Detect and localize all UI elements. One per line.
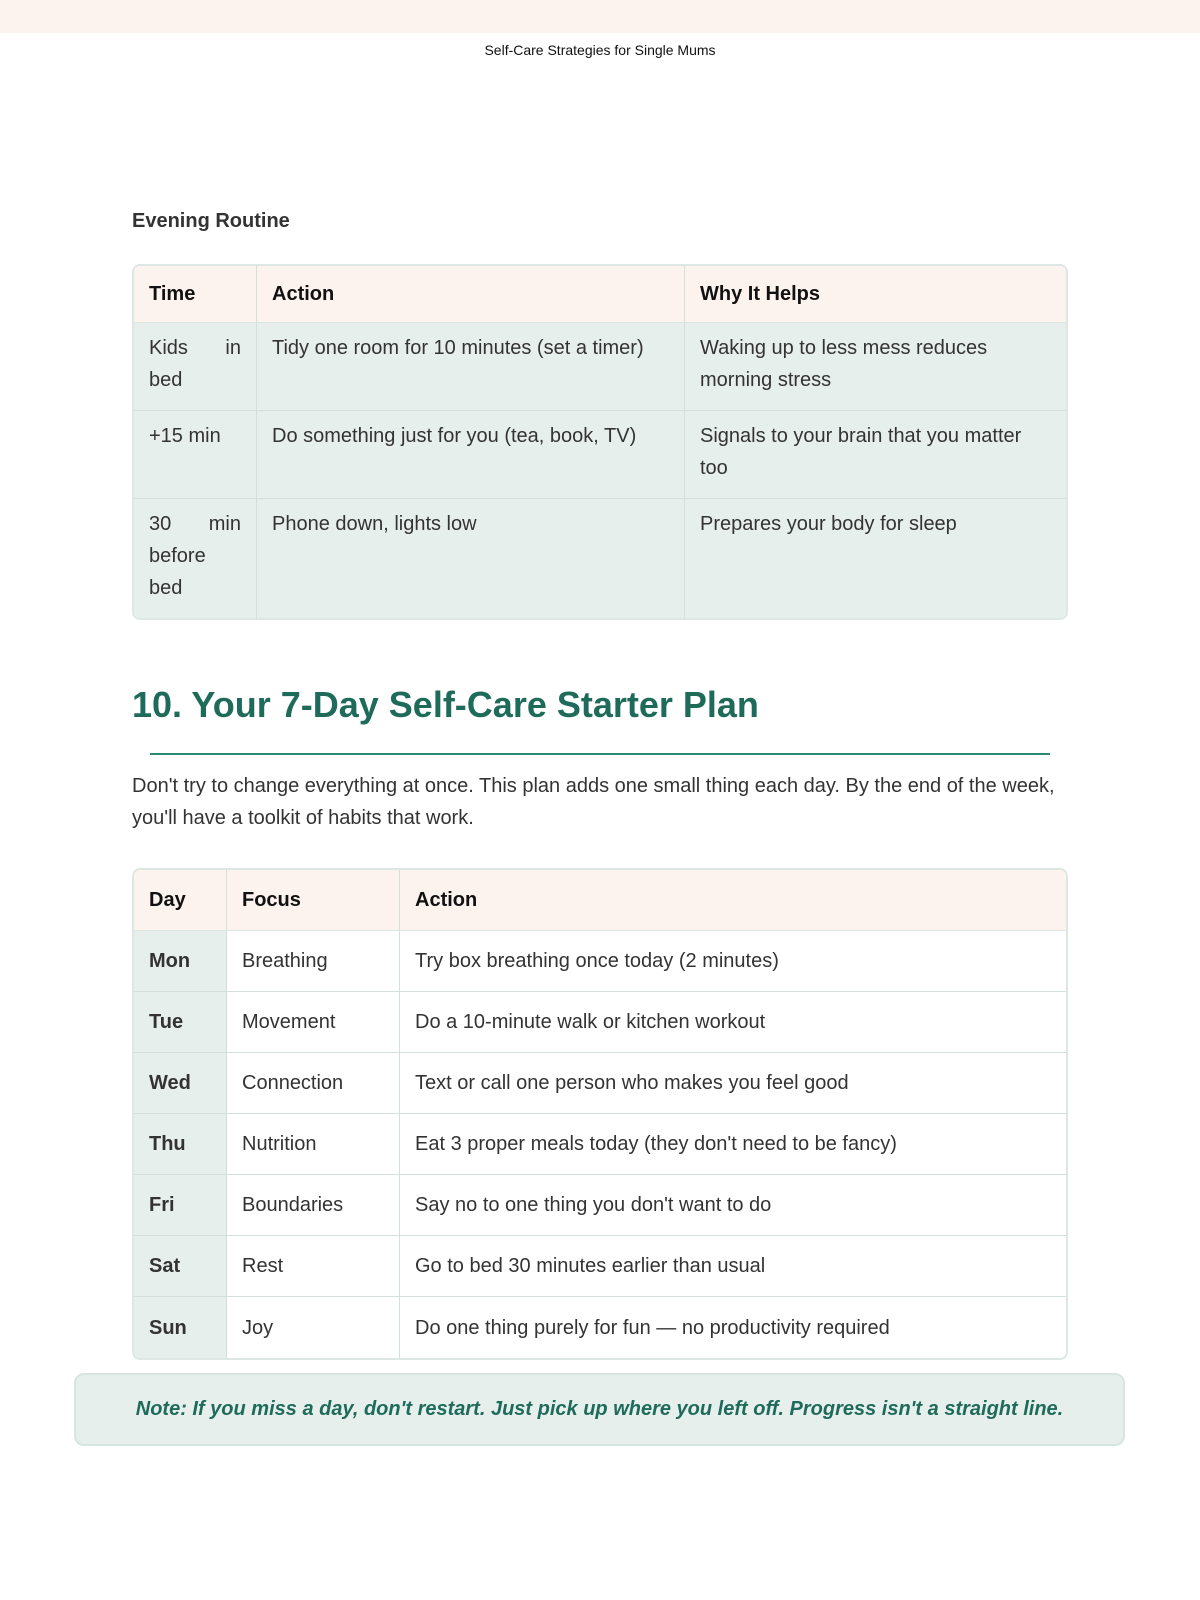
action-cell: Do one thing purely for fun — no productivity required — [399, 1297, 1066, 1358]
day-cell: Thu — [134, 1114, 226, 1175]
action-cell: Say no to one thing you don't want to do — [399, 1175, 1066, 1236]
why-cell: Prepares your body for sleep — [684, 499, 1066, 618]
why-cell: Signals to your brain that you matter too — [684, 411, 1066, 499]
action-cell: Go to bed 30 minutes earlier than usual — [399, 1236, 1066, 1297]
day-cell: Wed — [134, 1053, 226, 1114]
focus-cell: Nutrition — [226, 1114, 399, 1175]
running-header: Self-Care Strategies for Single Mums — [484, 42, 716, 58]
focus-cell: Joy — [226, 1297, 399, 1358]
section-intro: Don't try to change everything at once. This plan adds one small thing each day. By the end of the week, you'll have a toolkit of habits that work. — [132, 775, 1055, 829]
table-row — [134, 499, 1066, 618]
column-header-why: Why It Helps — [684, 266, 1066, 323]
table-row — [134, 1175, 1066, 1236]
time-cell: Kids in bed — [134, 323, 256, 411]
seven-day-plan-table — [132, 868, 1068, 1360]
why-cell: Waking up to less mess reduces morning stress — [684, 323, 1066, 411]
evening-routine-table — [132, 264, 1068, 620]
column-header-focus: Focus — [226, 870, 399, 931]
focus-cell: Connection — [226, 1053, 399, 1114]
time-cell: 30 min before bed — [134, 499, 256, 618]
day-cell: Fri — [134, 1175, 226, 1236]
action-cell: Tidy one room for 10 minutes (set a timer) — [256, 323, 684, 411]
table-row — [134, 1297, 1066, 1358]
table-row — [134, 992, 1066, 1053]
table-row — [134, 1236, 1066, 1297]
focus-cell: Breathing — [226, 931, 399, 992]
day-cell: Sun — [134, 1297, 226, 1358]
focus-cell: Boundaries — [226, 1175, 399, 1236]
action-cell: Do something just for you (tea, book, TV) — [256, 411, 684, 499]
note-callout — [74, 1373, 1125, 1446]
action-cell: Text or call one person who makes you feel good — [399, 1053, 1066, 1114]
action-cell: Do a 10-minute walk or kitchen workout — [399, 992, 1066, 1053]
focus-cell: Movement — [226, 992, 399, 1053]
table-row — [134, 323, 1066, 411]
section-title: 10. Your 7-Day Self-Care Starter Plan — [132, 684, 759, 725]
column-header-action: Action — [256, 266, 684, 323]
note-text: Note: If you miss a day, don't restart. Just pick up where you left off. Progress isn't a straight line. — [135, 1398, 1064, 1420]
column-header-action: Action — [399, 870, 1066, 931]
top-band — [0, 0, 1200, 33]
action-cell: Phone down, lights low — [256, 499, 684, 618]
column-header-day: Day — [134, 870, 226, 931]
day-cell: Mon — [134, 931, 226, 992]
evening-routine-heading: Evening Routine — [132, 210, 290, 232]
table-row — [134, 411, 1066, 499]
table-row — [134, 931, 1066, 992]
title-divider — [150, 753, 1050, 755]
table-header-row — [134, 870, 1066, 931]
focus-cell: Rest — [226, 1236, 399, 1297]
table-row — [134, 1114, 1066, 1175]
day-cell: Tue — [134, 992, 226, 1053]
time-cell: +15 min — [134, 411, 256, 499]
table-row — [134, 1053, 1066, 1114]
column-header-time: Time — [134, 266, 256, 323]
table-header-row — [134, 266, 1066, 323]
day-cell: Sat — [134, 1236, 226, 1297]
action-cell: Try box breathing once today (2 minutes) — [399, 931, 1066, 992]
action-cell: Eat 3 proper meals today (they don't need to be fancy) — [399, 1114, 1066, 1175]
